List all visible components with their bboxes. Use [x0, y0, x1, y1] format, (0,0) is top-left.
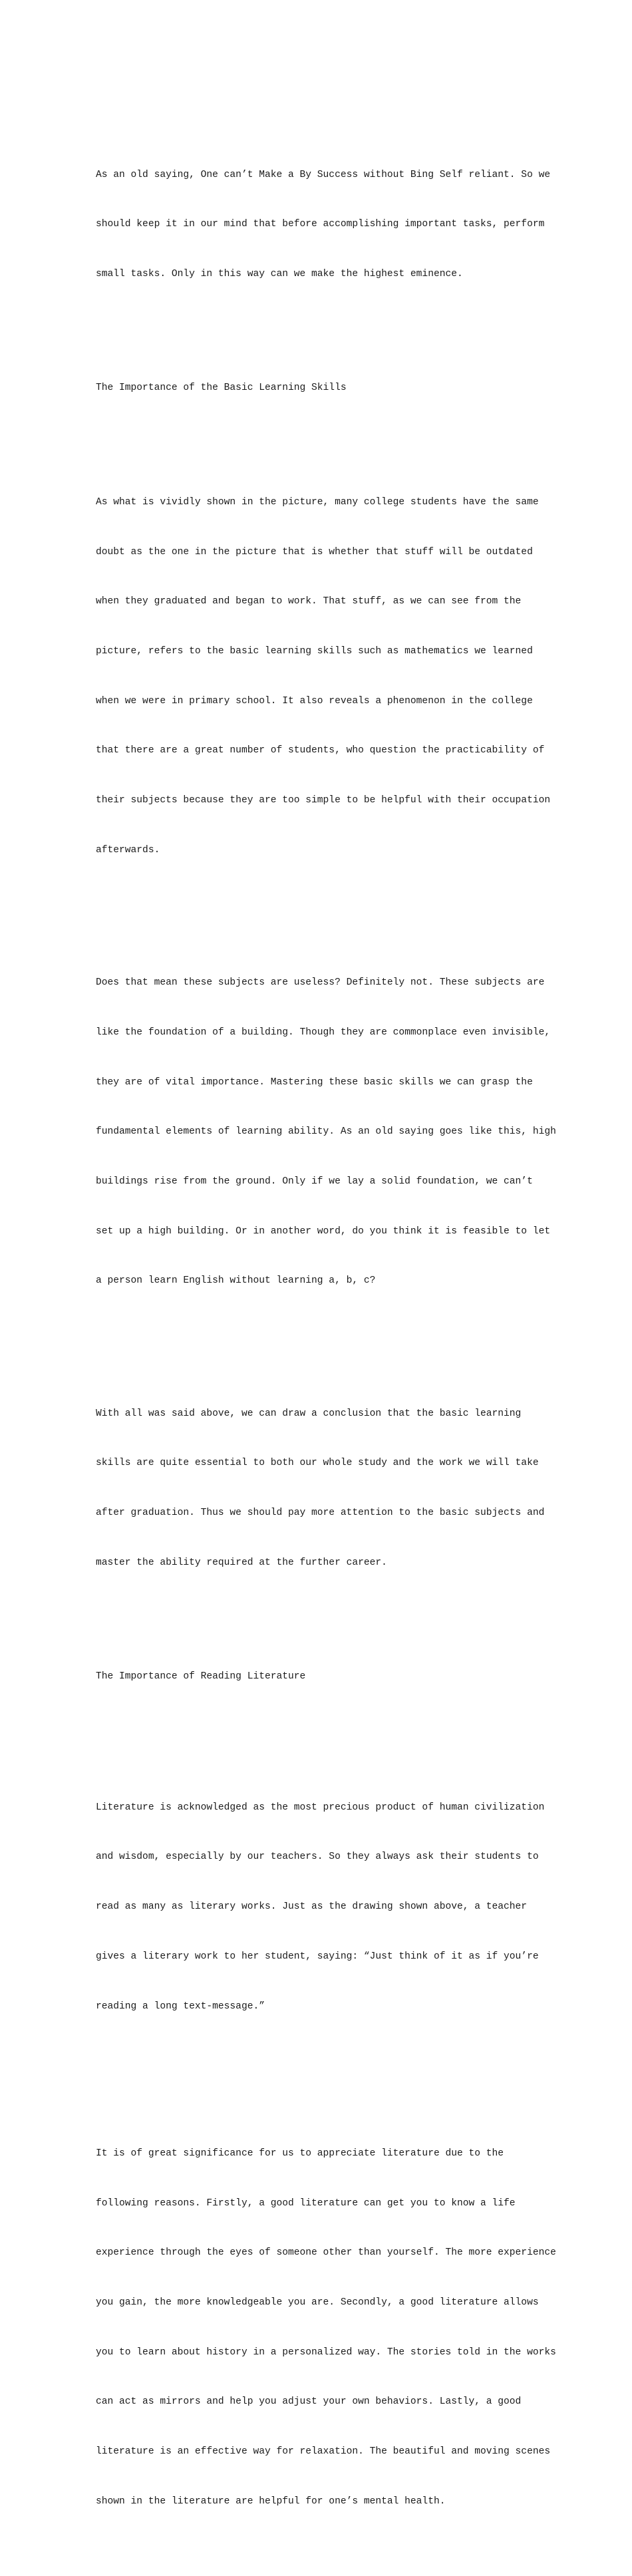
text-line: can act as mirrors and help you adjust your own behaviors. Lastly, a good [96, 2396, 522, 2408]
basic-skills-paragraph-2 [96, 941, 556, 1323]
text-line: Literature is acknowledged as the most precious product of human civilization [96, 1802, 545, 1813]
literature-paragraph-1 [96, 1766, 543, 2048]
text-line: when we were in primary school. It also reveals a phenomenon in the college [96, 695, 533, 707]
text-line: As an old saying, One can’t Make a By Success without Bing Self reliant. So we [96, 169, 551, 180]
text-line: after graduation. Thus we should pay more attention to the basic subjects and [96, 1508, 545, 1519]
section-heading-basic-skills: The Importance of the Basic Learning Skills [96, 383, 347, 394]
text-line: like the foundation of a building. Though they are commonplace even invisible, [96, 1027, 551, 1038]
text-line: you gain, the more knowledgeable you are. Secondly, a good literature allows [96, 2297, 539, 2308]
text-line: read as many as literary works. Just as the drawing shown above, a teacher [96, 1901, 528, 1913]
text-line: literature is an effective way for relaxation. The beautiful and moving scenes [96, 2446, 551, 2458]
text-line: picture, refers to the basic learning skills such as mathematics we learned [96, 646, 533, 657]
literature-paragraph-2 [96, 2112, 556, 2543]
text-line: fundamental elements of learning ability. As an old saying goes like this, high [96, 1126, 556, 1138]
text-line: you to learn about history in a personalized way. The stories told in the works [96, 2346, 556, 2358]
text-line: when they graduated and began to work. That stuff, as we can see from the [96, 596, 522, 607]
document-page [96, 84, 556, 2576]
text-line: Does that mean these subjects are useless? Definitely not. These subjects are [96, 977, 545, 989]
text-line: As what is vividly shown in the picture, many college students have the same [96, 496, 539, 508]
text-line: skills are quite essential to both our whole study and the work we will take [96, 1458, 539, 1469]
text-line: should keep it in our mind that before accomplishing important tasks, perform [96, 219, 545, 230]
text-line: gives a literary work to her student, saying: “Just think of it as if you’re [96, 1951, 539, 1962]
text-line: With all was said above, we can draw a conclusion that the basic learning [96, 1408, 522, 1419]
text-line: set up a high building. Or in another word, do you think it is feasible to let [96, 1225, 551, 1237]
basic-skills-paragraph-1 [96, 461, 551, 892]
text-line: It is of great significance for us to appreciate literature due to the [96, 2148, 504, 2159]
text-line: shown in the literature are helpful for one’s mental health. [96, 2496, 446, 2507]
text-line: that there are a great number of students, who question the practicability of [96, 745, 545, 756]
basic-skills-paragraph-3 [96, 1372, 543, 1605]
text-line: following reasons. Firstly, a good literature can get you to know a life [96, 2197, 516, 2209]
text-line: small tasks. Only in this way can we make the highest eminence. [96, 268, 463, 279]
text-line: buildings rise from the ground. Only if we lay a solid foundation, we can’t [96, 1176, 533, 1187]
text-line: master the ability required at the further career. [96, 1557, 387, 1568]
text-line: doubt as the one in the picture that is whether that stuff will be outdated [96, 546, 533, 558]
text-line: afterwards. [96, 844, 160, 856]
text-line: a person learn English without learning a, b, c? [96, 1275, 376, 1287]
text-line: and wisdom, especially by our teachers. So they always ask their students to [96, 1852, 539, 1863]
text-line: their subjects because they are too simple to be helpful with their occupation [96, 795, 551, 806]
text-line: reading a long text-message.” [96, 2001, 265, 2012]
section-heading-reading-literature: The Importance of Reading Literature [96, 1671, 306, 1683]
intro-paragraph [96, 134, 551, 316]
text-line: they are of vital importance. Mastering these basic skills we can grasp the [96, 1076, 533, 1088]
text-line: experience through the eyes of someone other than yourself. The more experience [96, 2247, 556, 2259]
